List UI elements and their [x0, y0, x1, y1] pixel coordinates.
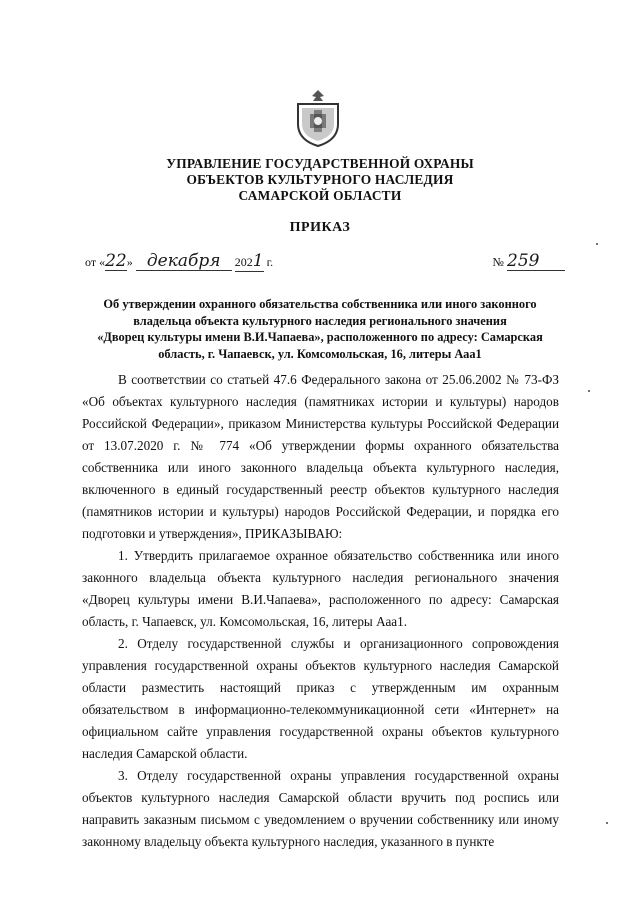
date-year-prefix: 202	[234, 255, 253, 269]
document-date	[85, 252, 273, 272]
scan-speck	[588, 390, 590, 392]
number-prefix: №	[492, 255, 504, 269]
date-number-row	[85, 252, 565, 278]
order-subject	[78, 296, 562, 362]
date-year-suffix: 1	[252, 251, 264, 271]
org-line-3: САМАРСКОЙ ОБЛАСТИ	[238, 188, 402, 203]
date-year	[235, 252, 264, 272]
number-value: 259	[507, 252, 565, 271]
coat-of-arms-icon	[290, 84, 346, 148]
subject-line-2: владельца объекта культурного наследия регионального значения	[133, 313, 507, 328]
document-type-title: ПРИКАЗ	[289, 220, 351, 235]
date-suffix: г.	[266, 255, 274, 269]
document-number	[493, 252, 565, 271]
item-3-paragraph: 3. Отделу государственной охраны управления государственной охраны объектов культурного наследия Самарской области вручить под роспись или направить заказным письмом с уведомлением о вручении собственнику или иному законному владельцу объекта культурного наследия, указанного в пункте	[82, 768, 559, 849]
subject-line-1: Об утверждении охранного обязательства собственника или иного законного	[103, 297, 537, 311]
date-mid: »	[126, 255, 133, 269]
organization-name	[60, 156, 580, 204]
date-prefix: от «	[85, 255, 106, 269]
subject-line-4: область, г. Чапаевск, ул. Комсомольская, 16, литеры Ааа1	[158, 346, 482, 361]
org-line-1: УПРАВЛЕНИЕ ГОСУДАРСТВЕННОЙ ОХРАНЫ	[166, 156, 474, 171]
item-1-paragraph: 1. Утвердить прилагаемое охранное обязательство собственника или иного законного владельца объекта культурного наследия регионального значения «Дворец культуры имени В.И.Чапаева», расположенного по адресу: Самарская область, г. Чапаевск, ул. Комсомольская, 16, литеры Ааа1.	[82, 548, 559, 629]
date-month: декабря	[136, 252, 232, 271]
item-2-paragraph: 2. Отделу государственной службы и организационного сопровождения управления государственной охраны объектов культурного наследия Самарской области разместить настоящий приказ с утвержденным им охранным обязательством в информационно-телекоммуникационной сети «Интернет» на официальном сайте управления государственной охраны объектов культурного наследия Самарской области.	[82, 636, 559, 761]
date-day: 22	[105, 251, 127, 271]
preamble-paragraph: В соответствии со статьей 47.6 Федерального закона от 25.06.2002 № 73-ФЗ «Об объектах культурного наследия (памятниках истории и культуры) народов Российской Федерации», приказом Министерства культуры Российской Федерации от 13.07.2020 г. № 774 «Об утверждении формы охранного обязательства собственника или иного законного владельца объекта культурного наследия, включенного в единый государственный реестр объектов культурного наследия (памятников истории и культуры) народов Российской Федерации, и порядка его подготовки и утверждения», ПРИКАЗЫВАЮ:	[82, 372, 559, 541]
order-body	[82, 369, 559, 853]
subject-line-3: «Дворец культуры имени В.И.Чапаева», расположенного по адресу: Самарская	[97, 330, 543, 345]
org-line-2: ОБЪЕКТОВ КУЛЬТУРНОГО НАСЛЕДИЯ	[186, 172, 454, 187]
scan-speck	[596, 243, 598, 245]
scan-speck	[606, 822, 608, 824]
